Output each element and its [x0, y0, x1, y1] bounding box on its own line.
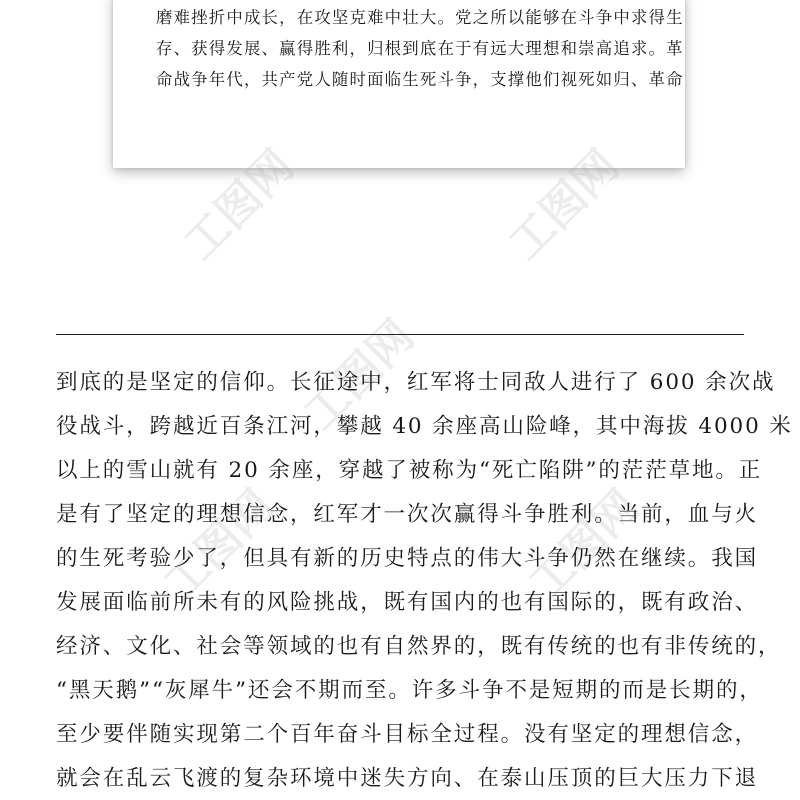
article-line: 经济、文化、社会等领域的也有自然界的，既有传统的也有非传统的，	[56, 634, 782, 659]
article-line: 至少要伴随实现第二个百年奋斗目标全过程。没有坚定的理想信念，	[56, 722, 759, 747]
watermark-logo: 工图网	[499, 140, 629, 270]
quote-line: 存、获得发展、赢得胜利，归根到底在于有远大理想和崇高追求。革	[156, 39, 684, 58]
watermark-logo: 工图网	[154, 480, 284, 610]
article-line: 是有了坚定的理想信念，红军才一次次赢得斗争胜利。当前，血与火	[56, 502, 759, 527]
article-line: 发展面临前所未有的风险挑战，既有国内的也有国际的，既有政治、	[56, 590, 759, 615]
divider-rule	[56, 334, 744, 335]
watermark-logo: 工图网	[519, 480, 649, 610]
quote-line: 命战争年代，共产党人随时面临生死斗争，支撑他们视死如归、革命	[156, 70, 684, 89]
article-line: 到底的是坚定的信仰。长征途中，红军将士同敌人进行了 600 余次战	[56, 370, 776, 395]
article-line: 的生死考验少了，但具有新的历史特点的伟大斗争仍然在继续。我国	[56, 546, 759, 571]
article-line: 就会在乱云飞渡的复杂环境中迷失方向、在泰山压顶的巨大压力下退	[56, 766, 759, 791]
watermark-logo: 工图网	[294, 310, 424, 440]
watermark-logo: 工图网	[174, 140, 304, 270]
article-line: 役战斗，跨越近百条江河，攀越 40 余座高山险峰，其中海拔 4000 米	[56, 414, 793, 439]
quote-card	[113, 0, 685, 168]
quote-line: 磨难挫折中成长，在攻坚克难中壮大。党之所以能够在斗争中求得生	[156, 8, 684, 27]
article-line: 以上的雪山就有 20 余座，穿越了被称为“死亡陷阱”的茫茫草地。正	[56, 458, 763, 483]
article-line: “黑天鹅”“灰犀牛”还会不期而至。许多斗争不是短期的而是长期的，	[56, 678, 763, 703]
